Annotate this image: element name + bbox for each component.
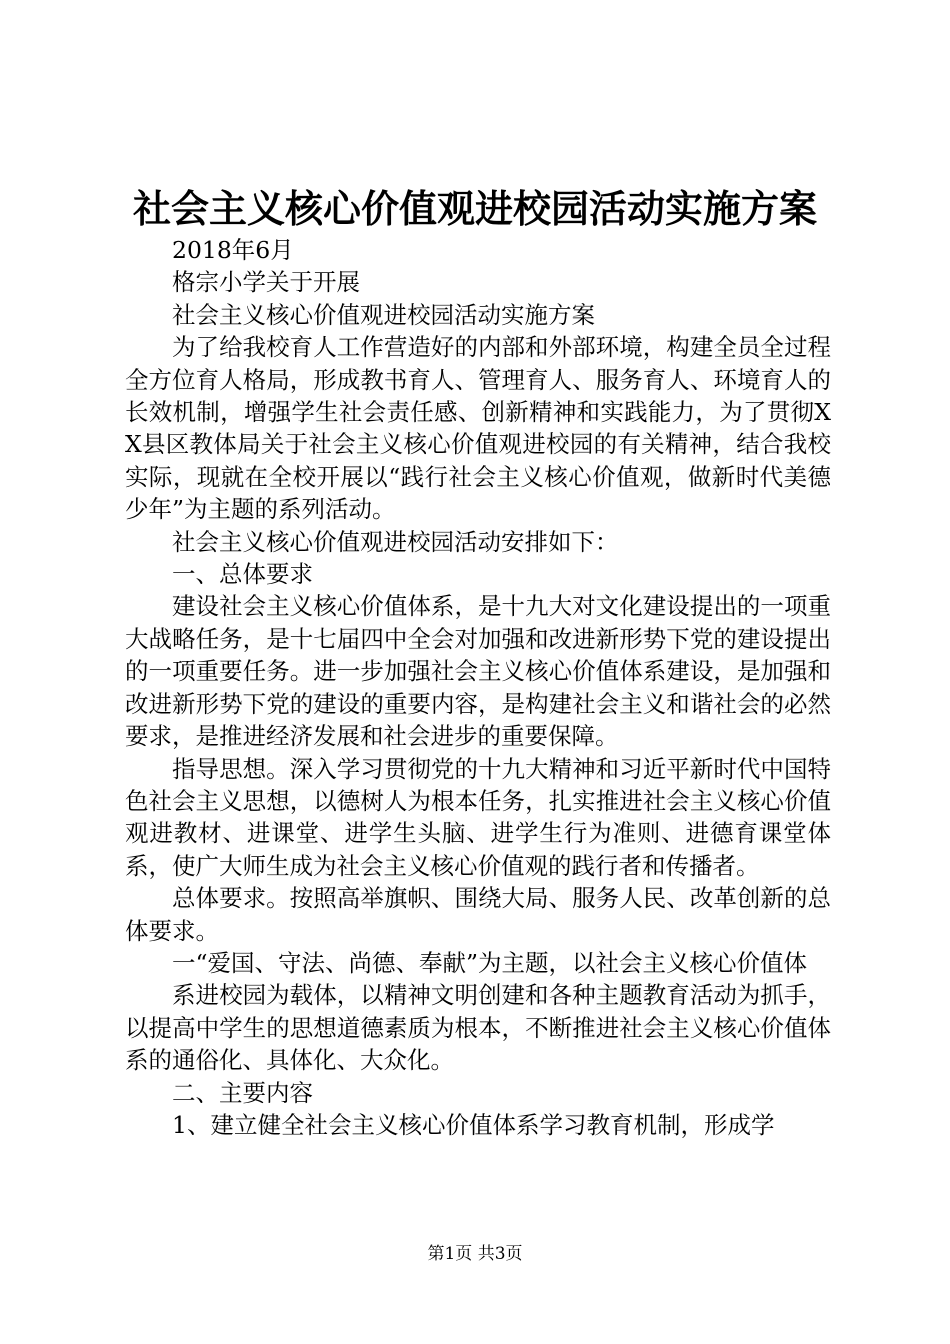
document-title: 社会主义核心价值观进校园活动实施方案	[132, 186, 817, 231]
paragraph-guiding-thought: 指导思想。深入学习贯彻党的十九大精神和习近平新时代中国特色社会主义思想，以德树人为根本任务，扎实推进社会主义核心价值观进教材、进课堂、进学生头脑、进学生行为准则、进德育课堂体系，使广大师生成为社会主义核心价值观的践行者和传播者。	[125, 754, 831, 880]
paragraph-general-requirement: 总体要求。按照高举旗帜、围绕大局、服务人民、改革创新的总体要求。	[125, 884, 831, 945]
paragraph-theme: 一“爱国、守法、尚德、奉献”为主题，以社会主义核心价值体	[172, 948, 808, 977]
arrangement-paragraph: 社会主义核心价值观进校园活动安排如下：	[172, 527, 619, 556]
section-heading-1: 一、总体要求	[172, 560, 313, 589]
paragraph-carrier: 系进校园为载体，以精神文明创建和各种主题教育活动为抓手，以提高中学生的思想道德素质为根本，不断推进社会主义核心价值体系的通俗化、具体化、大众化。	[125, 981, 831, 1075]
subtitle-line: 社会主义核心价值观进校园活动实施方案	[172, 300, 595, 329]
section-heading-2: 二、主要内容	[172, 1078, 313, 1107]
intro-paragraph: 为了给我校育人工作营造好的内部和外部环境，构建全员全过程全方位育人格局，形成教书育人、管理育人、服务育人、环境育人的长效机制，增强学生社会责任感、创新精神和实践能力，为了贯彻XX县区教体局关于社会主义核心价值观进校园的有关精神，结合我校实际，现就在全校开展以“践行社会主义核心价值观，做新时代美德少年”为主题的系列活动。	[125, 333, 831, 524]
paragraph-core-value: 建设社会主义核心价值体系，是十九大对文化建设提出的一项重大战略任务，是十七届四中全会对加强和改进新形势下党的建设提出的一项重要任务。进一步加强社会主义核心价值体系建设，是加强和改进新形势下党的建设的重要内容，是构建社会主义和谐社会的必然要求，是推进经济发展和社会进步的重要保障。	[125, 592, 831, 751]
school-line: 格宗小学关于开展	[172, 268, 360, 297]
page-number: 第1页 共3页	[427, 1244, 523, 1264]
document-date: 2018年6月	[172, 236, 294, 264]
document-body	[125, 234, 831, 1141]
list-item-1: 1、建立健全社会主义核心价值体系学习教育机制，形成学	[172, 1110, 775, 1139]
